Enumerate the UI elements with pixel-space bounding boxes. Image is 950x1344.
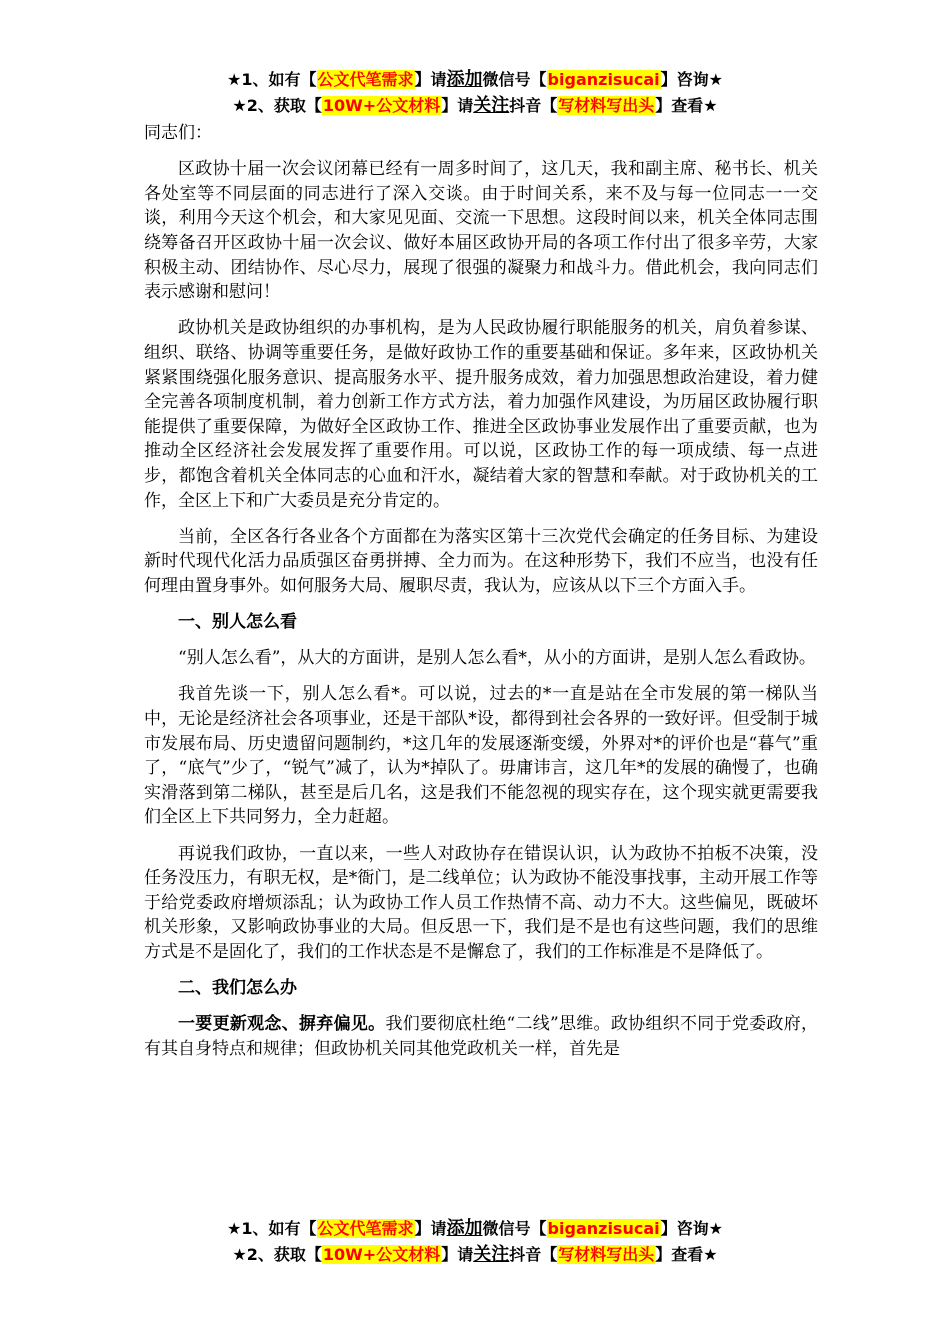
highlight-wechat-id: biganzisucai <box>547 1219 660 1238</box>
banner-text: 】咨询★ <box>660 70 723 89</box>
banner-text: 】咨询★ <box>660 1219 723 1238</box>
banner-text: 】请 <box>441 96 474 115</box>
document-body <box>144 121 818 1073</box>
section-heading: 一、别人怎么看 <box>178 612 297 633</box>
paragraph: 我首先谈一下，别人怎么看*。可以说，过去的*一直是站在全市发展的第一梯队当中，无论是经济社会各项事业，还是干部队*设，都得到社会各界的一致好评。但受制于城市发展布局、历史遗留问题制约，*这几年的发展逐渐变缓，外界对*的评价也是“暮气”重了，“底气”少了，“锐气”减了，认为*掉队了。毋庸讳言，这几年*的发展的确慢了，也确实滑落到第二梯队，甚至是后几名，这是我们不能忽视的现实存在，这个现实就更需要我们全区上下共同努力，全力赶超。 <box>144 684 818 828</box>
section-heading: 二、我们怎么办 <box>178 978 297 999</box>
paragraph-lead: 一要更新观念、摒弃偏见。 <box>178 1014 386 1035</box>
paragraph: 区政协十届一次会议闭幕已经有一周多时间了，这几天，我和副主席、秘书长、机关各处室等不同层面的同志进行了深入交谈。由于时间关系，来不及与每一位同志一一交谈，利用今天这个机会，和大家见见面、交流一下思想。这段时间以来，机关全体同志围绕筹备召开区政协十届一次会议、做好本届区政协开局的各项工作付出了很多辛劳，大家积极主动、团结协作、尽心尽力，展现了很强的凝聚力和战斗力。借此机会，我向同志们表示感谢和慰问！ <box>144 159 818 303</box>
underlined-add: 添加 <box>446 1218 483 1239</box>
banner-text: 】查看★ <box>655 1245 718 1264</box>
banner-text: 】查看★ <box>655 96 718 115</box>
banner-text: 】请 <box>441 1245 474 1264</box>
top-banner-line-2 <box>0 94 950 118</box>
highlight-service: 公文代笔需求 <box>317 70 414 89</box>
salutation: 同志们： <box>144 123 212 143</box>
banner-text: 】请 <box>414 1219 447 1238</box>
paragraph <box>144 1012 818 1061</box>
banner-text: 微信号【 <box>482 70 547 89</box>
paragraph: 政协机关是政协组织的办事机构，是为人民政协履行职能服务的机关，肩负着参谋、组织、联络、协调等重要任务，是做好政协工作的重要基础和保证。多年来，区政协机关紧紧围绕强化服务意识、提高服务水平、提升服务成效，着力加强思想政治建设，着力健全完善各项制度机制，着力创新工作方式方法，着力加强作风建设，为历届区政协履行职能提供了重要保障，为做好全区政协工作、推进全区政协事业发展作出了重要贡献，也为推动全区经济社会发展发挥了重要作用。可以说，区政协工作的每一项成绩、每一点进步，都饱含着机关全体同志的心血和汗水，凝结着大家的智慧和奉献。对于政协机关的工作，全区上下和广大委员是充分肯定的。 <box>144 318 818 511</box>
highlight-wechat-id: biganzisucai <box>547 70 660 89</box>
highlight-douyin: 写材料写出头 <box>558 1245 655 1264</box>
highlight-materials: 10W+公文材料 <box>322 1245 441 1264</box>
top-banner-line-1 <box>0 68 950 92</box>
underlined-follow: 关注 <box>473 1244 510 1265</box>
highlight-service: 公文代笔需求 <box>317 1219 414 1238</box>
bottom-banner-line-1 <box>0 1217 950 1241</box>
banner-text: ★1、如有【 <box>227 70 317 89</box>
underlined-follow: 关注 <box>473 95 510 116</box>
bottom-banner-line-2 <box>0 1243 950 1267</box>
banner-text: 抖音【 <box>509 1245 558 1264</box>
banner-text: 抖音【 <box>509 96 558 115</box>
banner-text: ★1、如有【 <box>227 1219 317 1238</box>
banner-text: 微信号【 <box>482 1219 547 1238</box>
paragraph: 再说我们政协，一直以来，一些人对政协存在错误认识，认为政协不拍板不决策，没任务没压力，有职无权，是*衙门，是二线单位；认为政协不能没事找事，主动开展工作等于给党委政府增烦添乱；认为政协工作人员工作热情不高、动力不大。这些偏见，既破坏机关形象，又影响政协事业的大局。但反思一下，我们是不是也有这些问题，我们的思维方式是不是固化了，我们的工作状态是不是懈怠了，我们的工作标准是不是降低了。 <box>144 843 818 962</box>
banner-text: 】请 <box>414 70 447 89</box>
paragraph-text: 我们要彻底杜绝“二线”思维。政协组织不同于党委政府，有其自身特点和规律；但政协机关同其他党政机关一样，首先是 <box>144 1014 819 1059</box>
underlined-add: 添加 <box>446 69 483 90</box>
highlight-douyin: 写材料写出头 <box>558 96 655 115</box>
banner-text: ★2、获取【 <box>232 96 322 115</box>
banner-text: ★2、获取【 <box>232 1245 322 1264</box>
paragraph: “别人怎么看”，从大的方面讲，是别人怎么看*，从小的方面讲，是别人怎么看政协。 <box>178 648 816 669</box>
paragraph: 当前，全区各行各业各个方面都在为落实区第十三次党代会确定的任务目标、为建设新时代现代化活力品质强区奋勇拼搏、全力而为。在这种形势下，我们不应当，也没有任何理由置身事外。如何服务大局、履职尽责，我认为，应该从以下三个方面入手。 <box>144 526 818 596</box>
highlight-materials: 10W+公文材料 <box>322 96 441 115</box>
